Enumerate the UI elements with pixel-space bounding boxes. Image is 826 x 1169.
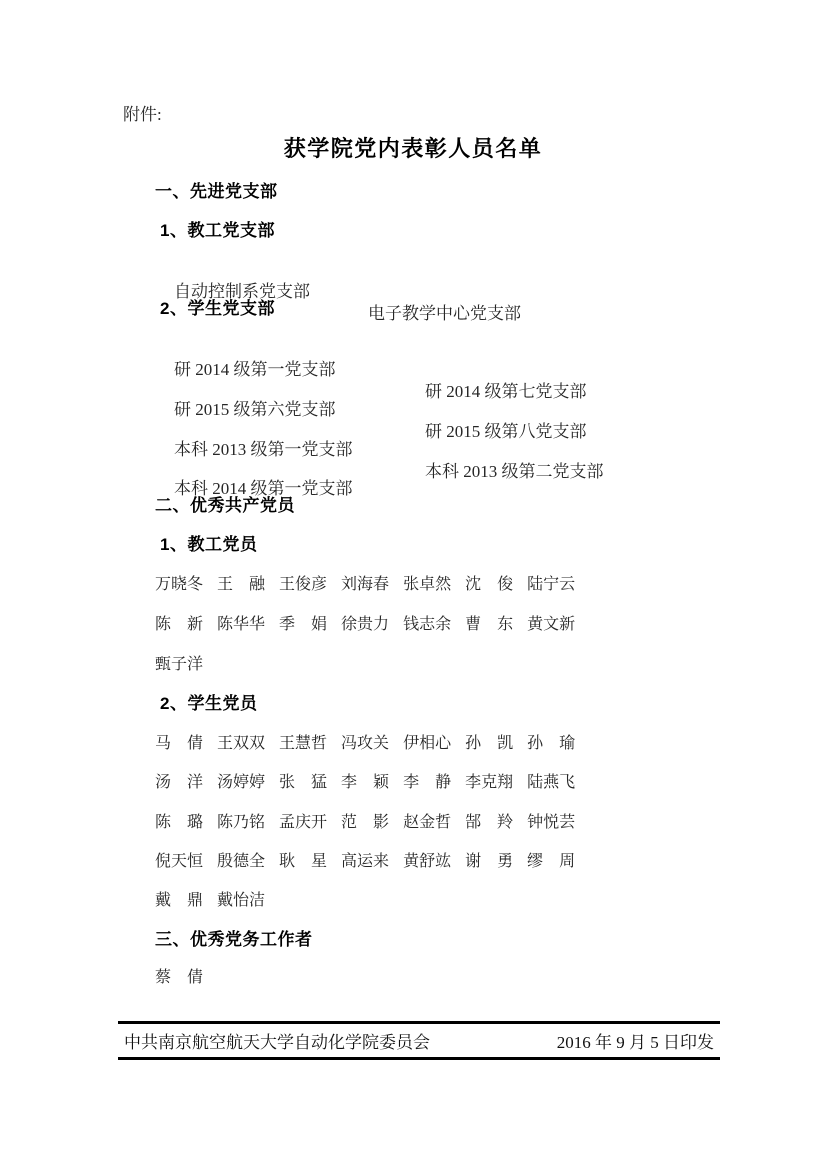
member-name: 戴怡洁 (217, 892, 266, 909)
member-row (155, 733, 575, 755)
member-name: 赵金哲 (403, 814, 452, 831)
member-name: 陈乃铭 (217, 814, 266, 831)
member-name: 倪天恒 (155, 853, 204, 870)
member-name: 缪 周 (527, 853, 576, 870)
section-1-heading: 一、先进党支部 (155, 182, 278, 201)
member-name: 张卓然 (403, 576, 452, 593)
member-name: 陈华华 (217, 616, 266, 633)
page-title: 获学院党内表彰人员名单 (283, 136, 543, 161)
footer-imprint-bar (118, 1021, 720, 1060)
member-name: 谢 勇 (465, 853, 514, 870)
member-name: 王 融 (217, 576, 266, 593)
member-name: 张 猛 (279, 774, 328, 791)
member-name: 徐贵力 (341, 616, 390, 633)
section-1-sub-1-heading: 1、教工党支部 (160, 221, 275, 240)
branch-name: 研 2015 级第六党支部 (174, 400, 336, 419)
member-name: 黄舒竑 (403, 853, 452, 870)
member-row (155, 812, 575, 834)
member-name: 钟悦芸 (527, 814, 576, 831)
member-name: 殷德全 (217, 853, 266, 870)
member-name: 陆燕飞 (527, 774, 576, 791)
branch-name: 研 2014 级第七党支部 (425, 382, 587, 401)
branch-name: 研 2014 级第一党支部 (174, 360, 336, 379)
member-name: 李克翔 (465, 774, 514, 791)
member-name: 王双双 (217, 735, 266, 752)
member-name: 刘海春 (341, 576, 390, 593)
member-name: 曹 东 (465, 616, 514, 633)
section-2-sub-1-heading: 1、教工党员 (160, 535, 258, 554)
branch-name: 电子教学中心党支部 (368, 304, 521, 323)
member-name: 高运来 (341, 853, 390, 870)
member-name: 冯攻关 (341, 735, 390, 752)
member-name: 沈 俊 (465, 576, 514, 593)
member-name: 郜 羚 (465, 814, 514, 831)
branch-name: 本科 2014 级第一党支部 (174, 479, 353, 498)
member-name: 季 娟 (279, 616, 328, 633)
member-name: 汤婷婷 (217, 774, 266, 791)
attachment-label: 附件: (123, 105, 162, 124)
section-2-sub-2-heading: 2、学生党员 (160, 694, 258, 713)
member-name: 陈 璐 (155, 814, 204, 831)
branch-name: 本科 2013 级第二党支部 (425, 462, 604, 481)
member-name: 陆宁云 (527, 576, 576, 593)
member-name: 钱志余 (403, 616, 452, 633)
member-name: 孙 凯 (465, 735, 514, 752)
member-name: 范 影 (341, 814, 390, 831)
section-1-sub-2-heading: 2、学生党支部 (160, 299, 275, 318)
footer-issuer: 中共南京航空航天大学自动化学院委员会 (124, 1033, 430, 1052)
section-2-heading: 二、优秀共产党员 (155, 496, 295, 515)
member-name: 戴 鼎 (155, 892, 204, 909)
member-name: 万晓冬 (155, 576, 204, 593)
member-name: 甄子洋 (155, 656, 204, 673)
member-row (155, 574, 575, 596)
member-name: 孟庆开 (279, 814, 328, 831)
member-name: 陈 新 (155, 616, 204, 633)
member-row (155, 851, 575, 873)
member-name: 王慧哲 (279, 735, 328, 752)
member-name: 孙 瑜 (527, 735, 576, 752)
section-3-heading: 三、优秀党务工作者 (155, 930, 313, 949)
member-name: 马 倩 (155, 735, 204, 752)
member-row (155, 654, 203, 676)
member-name: 汤 洋 (155, 774, 204, 791)
member-name: 耿 星 (279, 853, 328, 870)
member-name: 王俊彦 (279, 576, 328, 593)
member-row (155, 890, 265, 912)
member-row (155, 614, 575, 636)
member-name: 李 颖 (341, 774, 390, 791)
member-row (155, 772, 575, 794)
member-name: 伊相心 (403, 735, 452, 752)
member-name: 黄文新 (527, 616, 576, 633)
member-name: 李 静 (403, 774, 452, 791)
footer-print-date: 2016 年 9 月 5 日印发 (556, 1033, 714, 1052)
branch-name: 自动控制系党支部 (174, 282, 310, 301)
branch-name: 本科 2013 级第一党支部 (174, 440, 353, 459)
worker-name: 蔡 倩 (155, 969, 204, 986)
branch-name: 研 2015 级第八党支部 (425, 422, 587, 441)
